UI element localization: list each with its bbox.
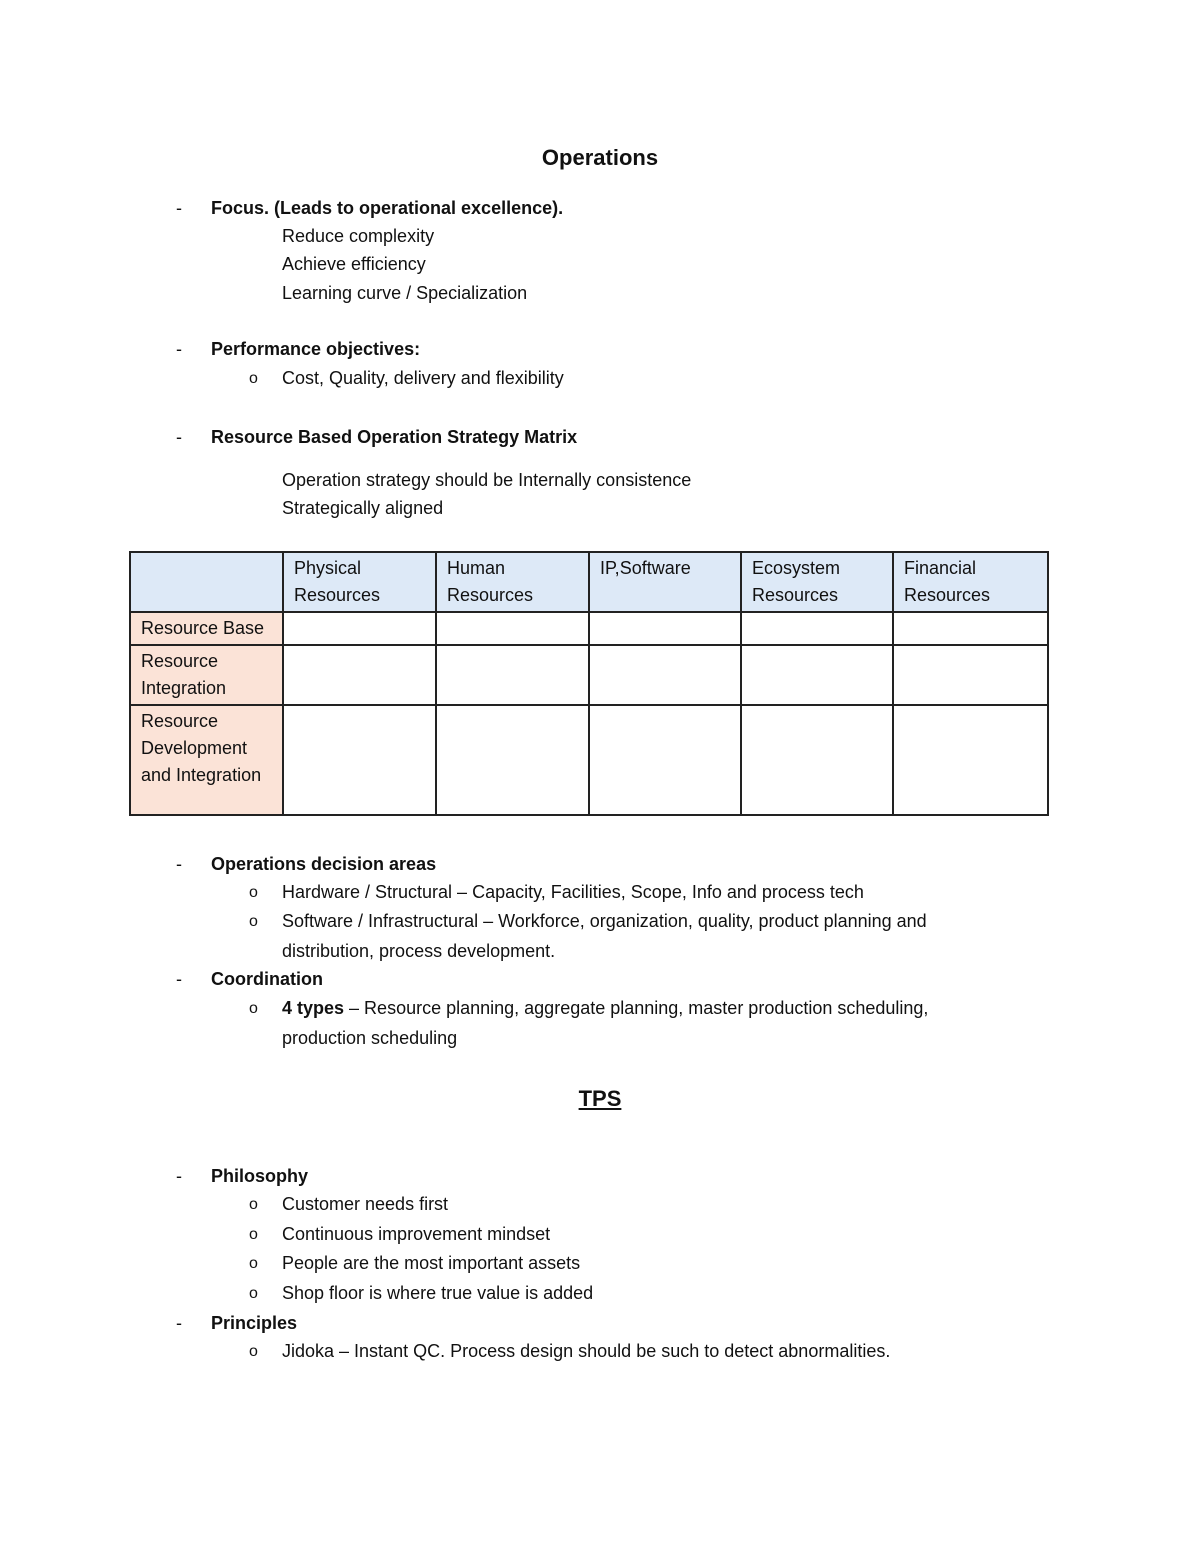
- bullet-marker: o: [249, 370, 258, 387]
- coordination-bullet-continuation: production scheduling: [282, 1028, 458, 1048]
- coordination-heading: Coordination: [211, 969, 323, 989]
- table-cell: [436, 645, 589, 705]
- row-header-cell: Resource Development and Integration: [130, 705, 283, 815]
- coordination-bullet-bold: 4 types: [282, 998, 345, 1018]
- table-cell: [741, 645, 893, 705]
- focus-line: Achieve efficiency: [282, 254, 426, 274]
- dash-marker: -: [176, 1313, 182, 1333]
- decision-bullet: Hardware / Structural – Capacity, Facilities, Scope, Info and process tech: [282, 882, 864, 902]
- table-row: [130, 705, 1048, 815]
- header-cell: IP,Software: [589, 552, 741, 612]
- dash-marker: -: [176, 969, 182, 989]
- table-cell: [893, 705, 1048, 815]
- dash-marker: -: [176, 339, 182, 359]
- table-cell: [589, 645, 741, 705]
- header-cell: Human Resources: [436, 552, 589, 612]
- table-cell: [589, 705, 741, 815]
- matrix-heading: Resource Based Operation Strategy Matrix: [211, 427, 578, 447]
- focus-line: Learning curve / Specialization: [282, 283, 528, 303]
- bullet-marker: o: [249, 1000, 258, 1017]
- row-header-cell: Resource Base: [130, 612, 283, 645]
- philosophy-heading: Philosophy: [211, 1166, 309, 1186]
- decision-bullet: Software / Infrastructural – Workforce, organization, quality, product planning and: [282, 911, 927, 931]
- table-cell: [436, 705, 589, 815]
- bullet-marker: o: [249, 1255, 258, 1272]
- dash-marker: -: [176, 198, 182, 218]
- philosophy-bullet: Continuous improvement mindset: [282, 1224, 551, 1244]
- bullet-marker: o: [249, 1196, 258, 1213]
- header-cell: Financial Resources: [893, 552, 1048, 612]
- section-title-tps: TPS: [578, 1086, 622, 1111]
- performance-bullet: Cost, Quality, delivery and flexibility: [282, 368, 564, 388]
- table-cell: [589, 612, 741, 645]
- dash-marker: -: [176, 1166, 182, 1186]
- performance-heading: Performance objectives:: [211, 339, 421, 359]
- table-cell: [283, 645, 436, 705]
- table-cell: [893, 612, 1048, 645]
- decision-bullet-continuation: distribution, process development.: [282, 941, 556, 961]
- coordination-bullet: [282, 997, 928, 1019]
- header-cell: Ecosystem Resources: [741, 552, 893, 612]
- header-cell: [130, 552, 283, 612]
- table-row: [130, 645, 1048, 705]
- table-cell: [283, 612, 436, 645]
- matrix-note: Operation strategy should be Internally consistence: [282, 470, 692, 490]
- strategy-matrix-table: [129, 551, 1049, 816]
- table-row: [130, 612, 1048, 645]
- table-cell: [741, 612, 893, 645]
- row-header-cell: Resource Integration: [130, 645, 283, 705]
- dash-marker: -: [176, 854, 182, 874]
- table-cell: [436, 612, 589, 645]
- header-cell: Physical Resources: [283, 552, 436, 612]
- bullet-marker: o: [249, 1285, 258, 1302]
- dash-marker: -: [176, 427, 182, 447]
- coordination-bullet-text: – Resource planning, aggregate planning, master production scheduling,: [344, 998, 929, 1018]
- page-title: Operations: [541, 145, 659, 170]
- decision-heading: Operations decision areas: [211, 854, 437, 874]
- philosophy-bullet: Shop floor is where true value is added: [282, 1283, 594, 1303]
- bullet-marker: o: [249, 884, 258, 901]
- table-cell: [283, 705, 436, 815]
- bullet-marker: o: [249, 1343, 258, 1360]
- focus-heading: Focus. (Leads to operational excellence).: [211, 198, 564, 218]
- bullet-marker: o: [249, 913, 258, 930]
- principles-bullet: Jidoka – Instant QC. Process design should be such to detect abnormalities.: [282, 1341, 891, 1361]
- table-cell: [893, 645, 1048, 705]
- philosophy-bullet: People are the most important assets: [282, 1253, 581, 1273]
- principles-heading: Principles: [211, 1313, 298, 1333]
- bullet-marker: o: [249, 1226, 258, 1243]
- philosophy-bullet: Customer needs first: [282, 1194, 449, 1214]
- table-header-row: [130, 552, 1048, 612]
- table-cell: [741, 705, 893, 815]
- matrix-note: Strategically aligned: [282, 498, 444, 518]
- focus-line: Reduce complexity: [282, 226, 435, 246]
